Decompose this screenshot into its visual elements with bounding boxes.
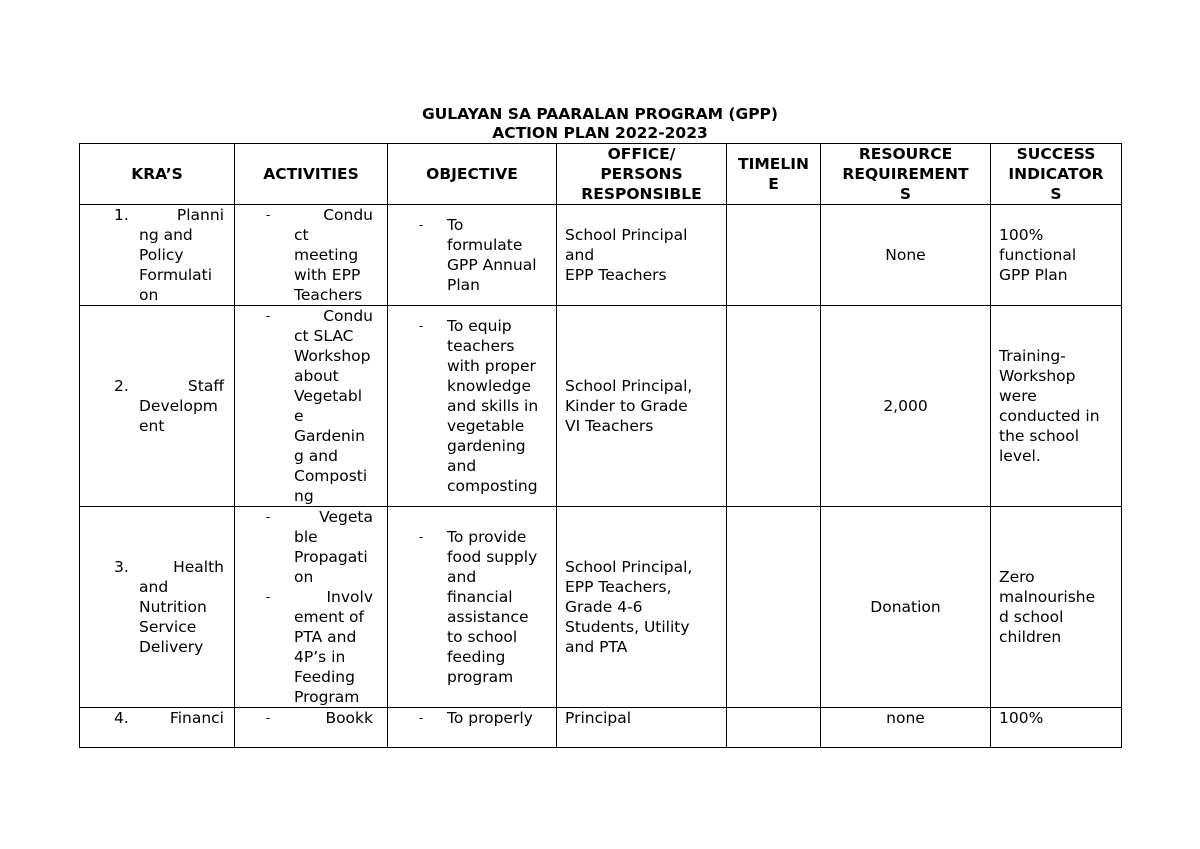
objective-line (388, 215, 556, 235)
office-line: Grade 4-6 (565, 598, 643, 616)
bullet-dash: - (419, 319, 424, 333)
kra-text-line: ent (139, 417, 165, 435)
kra-number: 1. (114, 206, 129, 224)
office-line: Students, Utility (565, 618, 690, 636)
bullet-dash: - (266, 711, 271, 725)
indent (388, 336, 447, 356)
indent (388, 647, 447, 667)
header-activities: ACTIVITIES (235, 144, 388, 205)
activity-text-line: on (294, 568, 314, 586)
success-line: 100% (999, 226, 1044, 244)
objective-text: and (447, 457, 477, 475)
office-cell (557, 708, 727, 748)
office-line: and PTA (565, 638, 628, 656)
objective-line (388, 396, 556, 416)
indent (388, 476, 447, 496)
indent (388, 667, 447, 687)
objective-line (388, 587, 556, 607)
activity-text-line: ng (294, 487, 314, 505)
objective-cell (388, 306, 557, 507)
objective-text: assistance (447, 608, 529, 626)
header-success: SUCCESS INDICATOR S (991, 144, 1122, 205)
kra-first-line (80, 205, 234, 225)
objective-line (388, 667, 556, 687)
success-line: functional (999, 246, 1077, 264)
activities-cell (235, 306, 388, 507)
success-line: GPP Plan (999, 266, 1068, 284)
bullet-dash: - (419, 711, 424, 725)
objective-text: Plan (447, 276, 480, 294)
indent (388, 275, 447, 295)
indent (388, 376, 447, 396)
activity-text-line: ct SLAC (294, 327, 354, 345)
activity-word: Bookk (325, 709, 373, 727)
resource-cell: Donation (821, 507, 991, 708)
office-line: School Principal, (565, 558, 693, 576)
success-line: level. (999, 447, 1041, 465)
success-cell (991, 507, 1122, 708)
activity-text-line: ement of (294, 608, 364, 626)
activity-text-line: ct (294, 226, 309, 244)
kra-text-line: on (139, 286, 159, 304)
objective-cell (388, 708, 557, 748)
document-title: GULAYAN SA PAARALAN PROGRAM (GPP) (421, 105, 778, 123)
objective-text: To provide (447, 528, 527, 546)
kra-text-line: Nutrition (139, 598, 207, 616)
success-line: d school (999, 608, 1064, 626)
kra-cell (80, 306, 235, 507)
objective-text: knowledge (447, 377, 532, 395)
activity-text-line: Gardenin (294, 427, 365, 445)
success-cell (991, 708, 1122, 748)
objective-text: feeding (447, 648, 506, 666)
kra-first-line (80, 708, 234, 728)
kra-text-line: Policy (139, 246, 184, 264)
bullet-dash: - (266, 309, 271, 323)
kra-text-line: and (139, 578, 169, 596)
activity-text-line: Program (294, 688, 360, 706)
objective-text: formulate (447, 236, 523, 254)
objective-text: GPP Annual (447, 256, 537, 274)
kra-text-line: ng and (139, 226, 193, 244)
bullet-dash: - (266, 208, 271, 222)
objective-cell (388, 507, 557, 708)
success-line: malnourishe (999, 588, 1096, 606)
objective-line (388, 456, 556, 476)
activity-text-line: 4P’s in (294, 648, 346, 666)
kra-word: Health (173, 558, 224, 576)
bullet-dash: - (266, 510, 271, 524)
kra-cell (80, 708, 235, 748)
resource-cell: None (821, 205, 991, 306)
timeline-cell (727, 306, 821, 507)
activity-text-line: Workshop (294, 347, 371, 365)
kra-text-line: Formulati (139, 266, 213, 284)
objective-line (388, 316, 556, 336)
objective-line (388, 567, 556, 587)
kra-first-line (80, 376, 234, 396)
objective-text: with proper (447, 357, 536, 375)
activity-word: Condu (323, 307, 373, 325)
success-line: 100% (999, 709, 1044, 727)
objective-line (388, 356, 556, 376)
success-cell (991, 306, 1122, 507)
kra-cell (80, 205, 235, 306)
activity-text-line: e (294, 407, 304, 425)
objective-line (388, 416, 556, 436)
office-line: EPP Teachers, (565, 578, 672, 596)
bullet-dash: - (419, 530, 424, 544)
kra-cell (80, 507, 235, 708)
objective-text: program (447, 668, 514, 686)
objective-text: To properly (447, 709, 533, 727)
office-cell (557, 306, 727, 507)
indent (388, 607, 447, 627)
office-line: School Principal (565, 226, 688, 244)
activity-item (235, 708, 387, 728)
activity-item (235, 205, 387, 225)
objective-text: To (447, 216, 464, 234)
bullet-dash: - (419, 218, 424, 232)
indent (388, 587, 447, 607)
office-line: and (565, 246, 595, 264)
kra-text-line: Developm (139, 397, 218, 415)
objective-line (388, 647, 556, 667)
activity-text-line: Propagati (294, 548, 368, 566)
objective-text: to school (447, 628, 518, 646)
objective-text: composting (447, 477, 538, 495)
resource-cell: none (821, 708, 991, 748)
objective-line (388, 436, 556, 456)
activities-cell (235, 507, 388, 708)
kra-number: 2. (114, 377, 129, 395)
header-row (80, 144, 1122, 205)
objective-line (388, 336, 556, 356)
office-cell (557, 205, 727, 306)
kra-word: Staff (187, 377, 224, 395)
activity-word: Involv (326, 588, 373, 606)
objective-text: To equip (447, 317, 512, 335)
objective-text: financial (447, 588, 513, 606)
kra-number: 4. (114, 709, 129, 727)
objective-line (388, 627, 556, 647)
activities-cell (235, 708, 388, 748)
objective-line (388, 607, 556, 627)
activity-item (235, 587, 387, 607)
objective-line (388, 708, 556, 728)
office-cell (557, 507, 727, 708)
indent (388, 456, 447, 476)
activity-text-line: meeting (294, 246, 359, 264)
header-resource: RESOURCE REQUIREMENT S (821, 144, 991, 205)
activity-item (235, 507, 387, 527)
activity-text-line: Vegetabl (294, 387, 363, 405)
action-plan-table (79, 143, 1122, 748)
success-line: children (999, 628, 1062, 646)
kra-text-line: Delivery (139, 638, 204, 656)
success-line: Zero (999, 568, 1035, 586)
activities-cell (235, 205, 388, 306)
indent (388, 396, 447, 416)
objective-line (388, 547, 556, 567)
objective-text: food supply (447, 548, 538, 566)
activity-text-line: Teachers (294, 286, 363, 304)
activity-text-line: about (294, 367, 339, 385)
indent (388, 356, 447, 376)
objective-line (388, 235, 556, 255)
kra-word: Financi (169, 709, 224, 727)
objective-line (388, 527, 556, 547)
success-line: conducted in (999, 407, 1100, 425)
document-subtitle: ACTION PLAN 2022-2023 (492, 124, 708, 142)
activity-text-line: Composti (294, 467, 368, 485)
objective-cell (388, 205, 557, 306)
table-row (80, 708, 1122, 748)
objective-line (388, 275, 556, 295)
indent (388, 416, 447, 436)
success-line: the school (999, 427, 1080, 445)
kra-text-line: Service (139, 618, 197, 636)
objective-line (388, 255, 556, 275)
indent (388, 255, 447, 275)
kra-number: 3. (114, 558, 129, 576)
timeline-cell (727, 205, 821, 306)
activity-text-line: g and (294, 447, 338, 465)
objective-text: teachers (447, 337, 515, 355)
header-kras: KRA’S (80, 144, 235, 205)
header-timeline: TIMELIN E (727, 144, 821, 205)
indent (388, 627, 447, 647)
header-office: OFFICE/ PERSONS RESPONSIBLE (557, 144, 727, 205)
bullet-dash: - (266, 590, 271, 604)
success-line: Training- (999, 347, 1066, 365)
kra-first-line (80, 557, 234, 577)
activity-text-line: PTA and (294, 628, 357, 646)
indent (388, 567, 447, 587)
activity-text-line: Feeding (294, 668, 355, 686)
table-row (80, 306, 1122, 507)
timeline-cell (727, 708, 821, 748)
timeline-cell (727, 507, 821, 708)
objective-line (388, 476, 556, 496)
success-line: were (999, 387, 1037, 405)
kra-word: Planni (176, 206, 224, 224)
activity-word: Vegeta (319, 508, 373, 526)
header-objective: OBJECTIVE (388, 144, 557, 205)
objective-text: and (447, 568, 477, 586)
office-line: School Principal, (565, 377, 693, 395)
table-row (80, 205, 1122, 306)
objective-line (388, 376, 556, 396)
success-cell (991, 205, 1122, 306)
objective-text: vegetable (447, 417, 525, 435)
objective-text: gardening (447, 437, 526, 455)
objective-text: and skills in (447, 397, 539, 415)
indent (388, 436, 447, 456)
indent (388, 235, 447, 255)
success-line: Workshop (999, 367, 1076, 385)
office-line: VI Teachers (565, 417, 654, 435)
office-line: EPP Teachers (565, 266, 667, 284)
activity-item (235, 306, 387, 326)
office-line: Principal (565, 709, 632, 727)
office-line: Kinder to Grade (565, 397, 688, 415)
indent (388, 547, 447, 567)
resource-cell: 2,000 (821, 306, 991, 507)
table-row (80, 507, 1122, 708)
activity-word: Condu (323, 206, 373, 224)
activity-text-line: with EPP (294, 266, 361, 284)
activity-text-line: ble (294, 528, 318, 546)
